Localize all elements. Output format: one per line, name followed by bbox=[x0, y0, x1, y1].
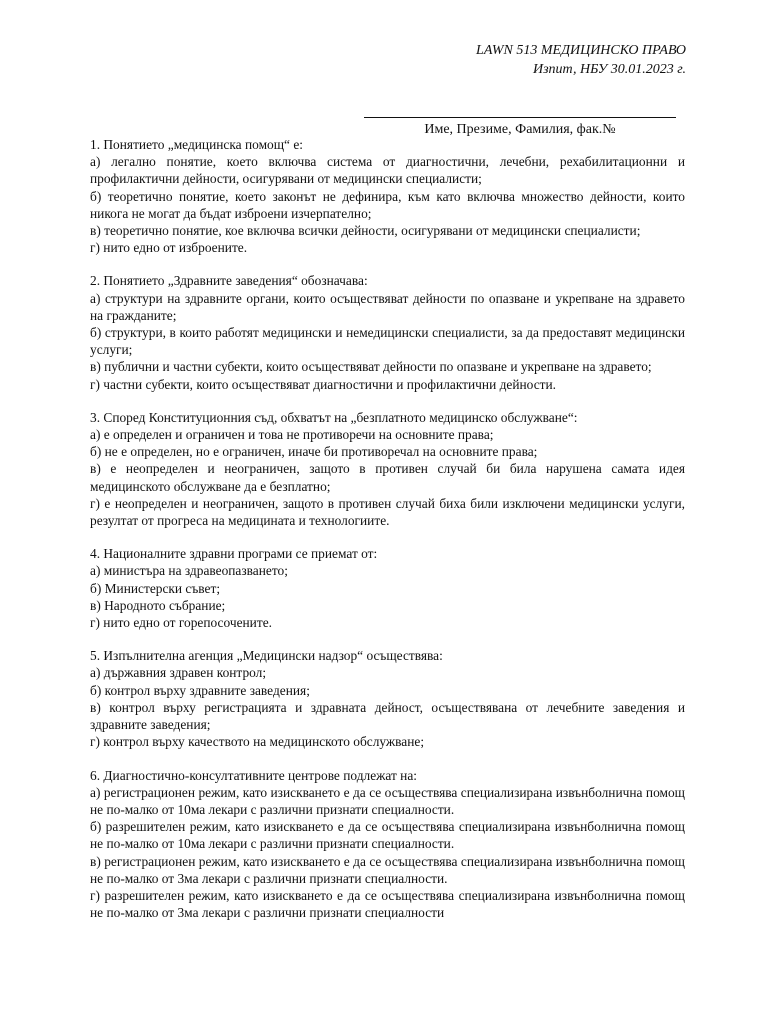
answer-option-b: б) Министерски съвет; bbox=[90, 580, 221, 596]
answer-option-b: б) контрол върху здравните заведения; bbox=[90, 682, 310, 698]
answer-option-d: г) нито едно от горепосочените. bbox=[90, 615, 272, 631]
answer-option-c: в) теоретично понятие, кое включва всички дейности, осигурявани от медицински специалисти; bbox=[90, 223, 641, 239]
answer-option-a: а) структури на здравните органи, които осъществяват дейности по опазване и укрепване на здравето на гражданите; bbox=[90, 290, 685, 323]
answer-option-c: в) контрол върху регистрацията и здравната дейност, осъществявана от лечебните заведения и здравните заведения; bbox=[90, 699, 685, 733]
answer-option-a: а) министъра на здравеопазването; bbox=[90, 563, 288, 579]
answer-option-b: б) не е определен, но е ограничен, иначе би противоречал на основните права; bbox=[90, 444, 538, 460]
answer-option-c: в) Народното събрание; bbox=[90, 597, 226, 613]
answer-option-c: в) регистрационен режим, като изискването е да се осъществява специализирана извънболнична помощ не по-малко от 3ма лекари с различни признати специалности. bbox=[90, 853, 685, 886]
question-1 bbox=[90, 136, 685, 256]
answer-option-d: г) разрешителен режим, като изискването е да се осъществява специализирана извънболнична помощ не по-малко от 3ма лекари с различни признати специалности bbox=[90, 887, 685, 921]
answer-option-c: в) публични и частни субекти, които осъществяват дейности по опазване и укрепване на здравето; bbox=[90, 359, 652, 375]
question-list bbox=[90, 136, 685, 937]
student-name-block bbox=[364, 117, 676, 138]
answer-option-a: а) регистрационен режим, като изискването е да се осъществява специализирана извънболнична помощ не по-малко от 10ма лекари с различни признати специалности. bbox=[90, 784, 685, 817]
exam-header bbox=[476, 41, 686, 79]
answer-option-c: в) е неопределен и неограничен, защото в противен случай би била нарушена самата идея медицинското обслужване да е безплатно; bbox=[90, 461, 685, 494]
answer-option-a: а) държавния здравен контрол; bbox=[90, 665, 267, 681]
question-stem: 3. Според Конституционния съд, обхватът на „безплатното медицинско обслужване“: bbox=[90, 409, 578, 425]
question-6 bbox=[90, 767, 685, 922]
question-stem: 1. Понятието „медицинска помощ“ е: bbox=[90, 137, 304, 152]
answer-option-b: б) теоретично понятие, което законът не дефинира, към като включва множество дейности, които никога не могат да бъдат изброени изчерпателно; bbox=[90, 188, 685, 221]
question-stem: 5. Изпълнителна агенция „Медицински надзор“ осъществява: bbox=[90, 648, 443, 664]
exam-date: Изпит, НБУ 30.01.2023 г. bbox=[532, 62, 686, 77]
question-stem: 4. Националните здравни програми се приемат от: bbox=[90, 546, 378, 562]
answer-option-b: б) разрешителен режим, като изискването е да се осъществява специализирана извънболнична помощ не по-малко от 10ма лекари с различни признати специалности. bbox=[90, 819, 685, 852]
question-5 bbox=[90, 647, 685, 750]
answer-option-d: г) контрол върху качеството на медицинското обслужване; bbox=[90, 734, 425, 750]
course-title: LAWN 513 МЕДИЦИНСКО ПРАВО bbox=[476, 43, 686, 58]
name-signature-line bbox=[364, 117, 676, 118]
answer-option-d: г) нито едно от изброените. bbox=[90, 240, 248, 256]
question-2 bbox=[90, 272, 685, 392]
answer-option-d: г) частни субекти, които осъществяват диагностични и профилактични дейности. bbox=[90, 376, 557, 392]
answer-option-a: а) е определен и ограничен и това не противоречи на основните права; bbox=[90, 427, 494, 443]
question-4 bbox=[90, 545, 685, 631]
question-stem: 2. Понятието „Здравните заведения“ обозначава: bbox=[90, 273, 368, 289]
answer-option-a: а) легално понятие, което включва система от диагностични, лечебни, рехабилитационни и профилактични дейности, осигурявани от медицински специалисти; bbox=[90, 154, 685, 187]
question-stem: 6. Диагностично-консултативните центрове подлежат на: bbox=[90, 767, 418, 783]
question-3 bbox=[90, 409, 685, 529]
answer-option-d: г) е неопределен и неограничен, защото в противен случай биха били изключени медицински услуги, резултат от прогреса на медицината и технологиите. bbox=[90, 495, 685, 529]
answer-option-b: б) структури, в които работят медицински и немедицински специалисти, за да предоставят медицински услуги; bbox=[90, 325, 685, 358]
name-label: Име, Презиме, Фамилия, фак.№ bbox=[424, 122, 616, 137]
